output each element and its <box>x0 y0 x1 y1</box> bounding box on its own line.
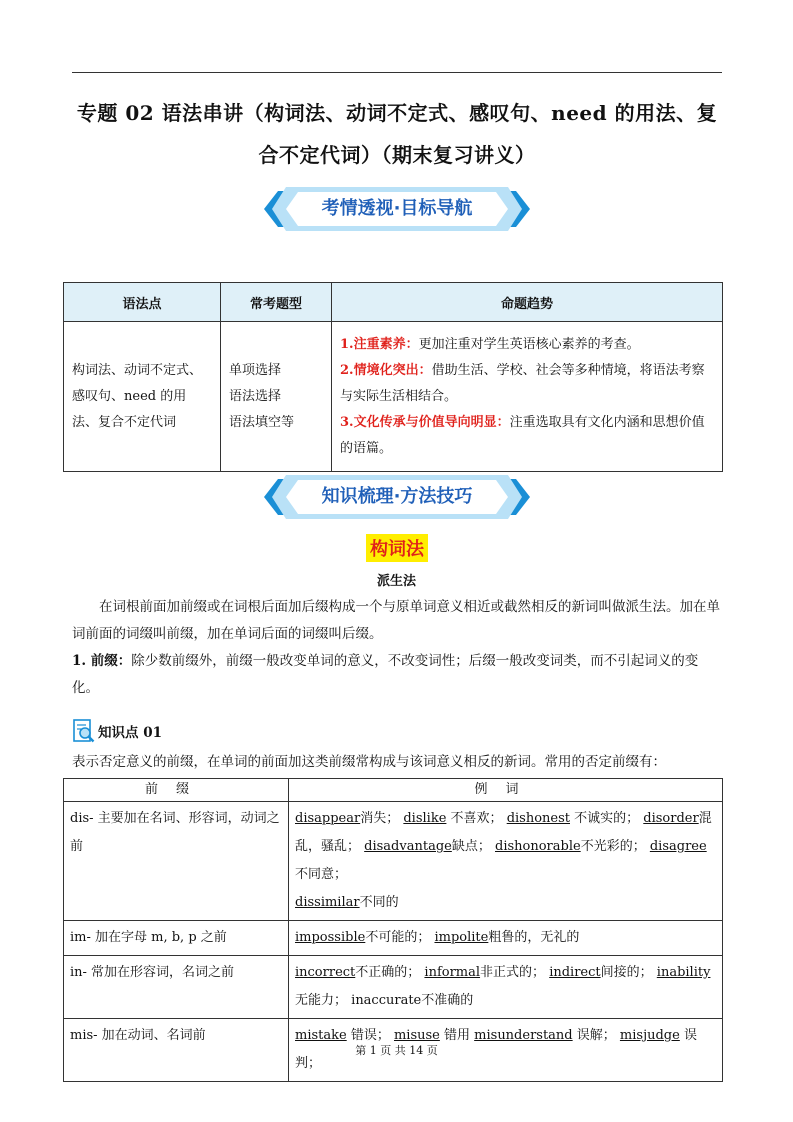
table-row <box>64 921 723 956</box>
page-title-line-2: 合不定代词）（期末复习讲义） <box>258 143 536 167</box>
example-meaning: 误解； <box>572 1028 616 1043</box>
example-meaning: 间接的； <box>600 965 653 980</box>
banner-exam-overview <box>264 187 530 231</box>
trend-item <box>340 332 714 358</box>
trend-item <box>340 358 714 410</box>
example-word: disappear <box>295 811 361 826</box>
examples-cell <box>289 802 723 921</box>
examples-cell <box>289 921 723 956</box>
knowledge-point-heading <box>73 718 162 744</box>
example-meaning: 不诚实的； <box>570 811 640 826</box>
example-word: disorder <box>643 811 699 826</box>
example-word: dissimilar <box>295 895 360 910</box>
example-meaning: 粗鲁的，无礼的 <box>488 930 580 945</box>
example-meaning: 不可能的； <box>365 930 431 945</box>
examples-cell <box>289 956 723 1019</box>
prefix-paragraph <box>72 648 722 702</box>
intro-paragraph: 在词根前面加前缀或在词根后面加后缀构成一个与原单词意义相近或截然相反的新词叫做派生法。加在单词前面的词缀叫前缀，加在单词后面的词缀叫后缀。 <box>72 599 720 642</box>
trend-text: 借助生活、学校、社会等多种情境，将语法考察与实际生活相结合。 <box>340 362 705 404</box>
example-meaning: 无能力； <box>295 993 348 1008</box>
example-meaning: 缺点； <box>451 839 491 854</box>
table-row <box>64 956 723 1019</box>
example-word: misuse <box>393 1028 440 1043</box>
example-meaning: 不光彩的； <box>580 839 646 854</box>
example-meaning: 错用 <box>439 1028 475 1043</box>
example-word: mistake <box>295 1028 347 1043</box>
banner-knowledge-methods <box>264 475 530 519</box>
table-header: 语法点 <box>64 283 221 322</box>
prefix-table <box>63 778 723 1082</box>
knowledge-point-label: 知识点 01 <box>98 725 162 741</box>
example-word: informal <box>424 965 481 980</box>
trends-cell <box>332 322 723 472</box>
table-header: 例词 <box>289 779 723 802</box>
example-meaning: 错误； <box>346 1028 390 1043</box>
prefix-cell: in- 常加在形容词，名词之前 <box>64 956 289 1019</box>
trend-text: 更加注重对学生英语核心素养的考查。 <box>418 336 640 352</box>
example-word: indirect <box>549 965 601 980</box>
example-word: disagree <box>649 839 707 854</box>
example-word: inaccurate <box>351 993 422 1008</box>
example-meaning: 不正确的； <box>355 965 421 980</box>
question-types-cell <box>221 322 332 472</box>
page-title <box>72 92 722 176</box>
example-word: inability <box>656 965 711 980</box>
trend-label: 2.情境化突出： <box>340 362 432 378</box>
example-word: disadvantage <box>364 839 452 854</box>
example-meaning: 消失； <box>360 811 400 826</box>
example-meaning: 不同的 <box>359 895 399 910</box>
table-row <box>64 802 723 921</box>
example-word: dishonest <box>506 811 570 826</box>
question-type: 单项选择 <box>229 362 282 378</box>
example-word: misunderstand <box>474 1028 573 1043</box>
example-meaning: 非正式的； <box>480 965 546 980</box>
example-word: impossible <box>295 930 366 945</box>
example-meaning: 混乱，骚乱； <box>295 811 712 854</box>
section-heading: 构词法 <box>366 534 428 562</box>
trend-text: 注重选取具有文化内涵和思想价值的语篇。 <box>340 414 705 456</box>
prefix-label: 1. 前缀： <box>72 653 132 669</box>
grammar-points-cell: 构词法、动词不定式、感叹句、need 的用法、复合不定代词 <box>64 322 221 472</box>
trend-label: 1.注重素养： <box>340 336 419 352</box>
example-meaning: 不喜欢； <box>446 811 503 826</box>
overview-table <box>63 282 723 472</box>
example-meaning: 不准确的 <box>421 993 474 1008</box>
header-rule <box>72 72 722 73</box>
banner-title: 考情透视·目标导航 <box>321 198 473 219</box>
page-title-line-1: 专题 02 语法串讲（构词法、动词不定式、感叹句、need 的用法、复 <box>76 101 718 125</box>
example-word: dislike <box>403 811 447 826</box>
question-type: 语法填空等 <box>229 414 295 430</box>
page-footer: 第 1 页 共 14 页 <box>355 1044 438 1057</box>
table-header: 前缀 <box>64 779 289 802</box>
prefix-cell: dis- 主要加在名词、形容词，动词之前 <box>64 802 289 921</box>
example-meaning: 误判； <box>295 1028 697 1071</box>
example-word: misjudge <box>619 1028 680 1043</box>
table-header: 常考题型 <box>221 283 332 322</box>
example-word: impolite <box>434 930 489 945</box>
knowledge-point-description: 表示否定意义的前缀，在单词的前面加这类前缀常构成与该词意义相反的新词。常用的否定前缀有： <box>72 754 666 770</box>
banner-title: 知识梳理·方法技巧 <box>321 486 473 507</box>
example-meaning: 不同意； <box>295 867 348 882</box>
prefix-text: 除少数前缀外，前缀一般改变单词的意义，不改变词性；后缀一般改变词类，而不引起词义的变化。 <box>72 653 699 696</box>
example-word: dishonorable <box>495 839 581 854</box>
prefix-cell: im- 加在字母 m, b, p 之前 <box>64 921 289 956</box>
question-type: 语法选择 <box>229 388 282 404</box>
prefix-cell: mis- 加在动词、名词前 <box>64 1019 289 1082</box>
section-subheading: 派生法 <box>376 574 416 589</box>
trend-label: 3.文化传承与价值导向明显： <box>340 414 510 430</box>
trend-item <box>340 410 714 462</box>
table-header: 命题趋势 <box>332 283 723 322</box>
example-word: incorrect <box>295 965 356 980</box>
magnifier-book-icon <box>73 719 95 743</box>
